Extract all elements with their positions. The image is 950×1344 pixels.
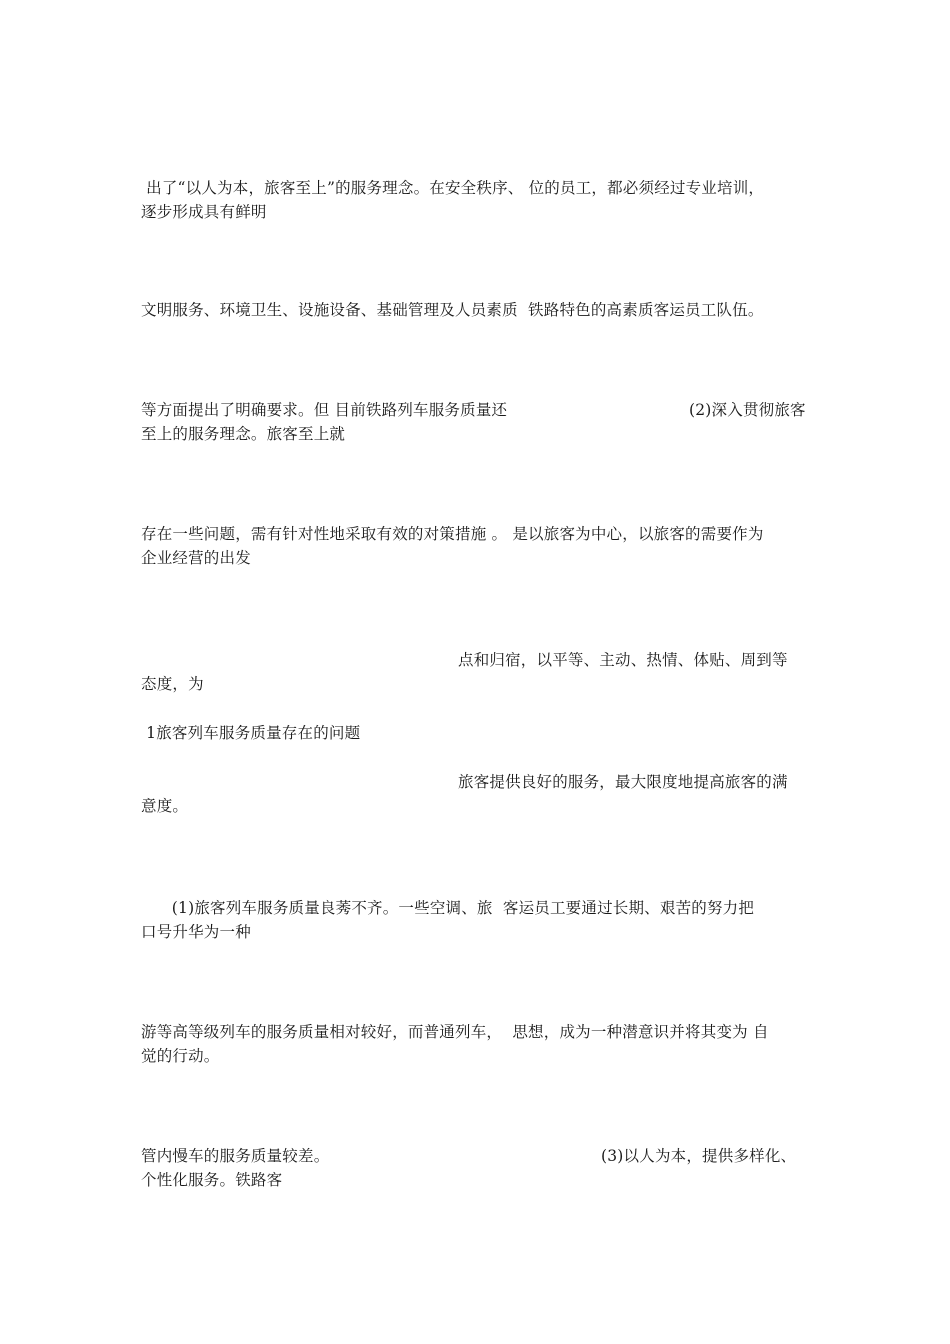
- text-line: 游等高等级列车的服务质量相对较好，而普通列车， 思想，成为一种潜意识并将其变为 自: [141, 1023, 769, 1041]
- text-line: [141, 1144, 813, 1240]
- text-segment-left: 等方面提出了明确要求。但 目前铁路列车服务质量还: [141, 401, 508, 419]
- text-line: 口号升华为一种: [141, 923, 251, 941]
- text-line: 出了“以人为本，旅客至上”的服务理念。在安全秩序、 位的员工，都必须经过专业培训，: [141, 179, 765, 197]
- text-line: [141, 398, 813, 494]
- text-line: (1)旅客列车服务质量良莠不齐。一些空调、旅 客运员工要通过长期、艰苦的努力把: [141, 899, 755, 917]
- text-line: 至上的服务理念。旅客至上就: [141, 425, 346, 443]
- text-line: 逐步形成具有鲜明: [141, 203, 267, 221]
- text-segment-right: (2)深入贯彻旅客: [689, 401, 806, 419]
- text-segment-left: 管内慢车的服务质量较差。: [141, 1147, 330, 1165]
- text-line: 意度。: [141, 797, 189, 815]
- section-heading: 1旅客列车服务质量存在的问题: [141, 724, 361, 742]
- text-segment-right: 旅客提供良好的服务，最大限度地提高旅客的满: [458, 773, 788, 791]
- text-line: 企业经营的出发: [141, 549, 251, 567]
- text-line: 存在一些问题，需有针对性地采取有效的对策措施 。 是以旅客为中心，以旅客的需要作为: [141, 525, 764, 543]
- text-segment-right: (3)以人为本，提供多样化、: [601, 1147, 797, 1165]
- text-line: 态度，为: [141, 675, 204, 693]
- text-line: 觉的行动。: [141, 1047, 220, 1065]
- text-segment-right: 点和归宿，以平等、主动、热情、体贴、周到等: [458, 651, 788, 669]
- text-line: 文明服务、环境卫生、设施设备、基础管理及人员素质 铁路特色的高素质客运员工队伍。: [141, 301, 764, 319]
- text-line: 个性化服务。铁路客: [141, 1171, 283, 1189]
